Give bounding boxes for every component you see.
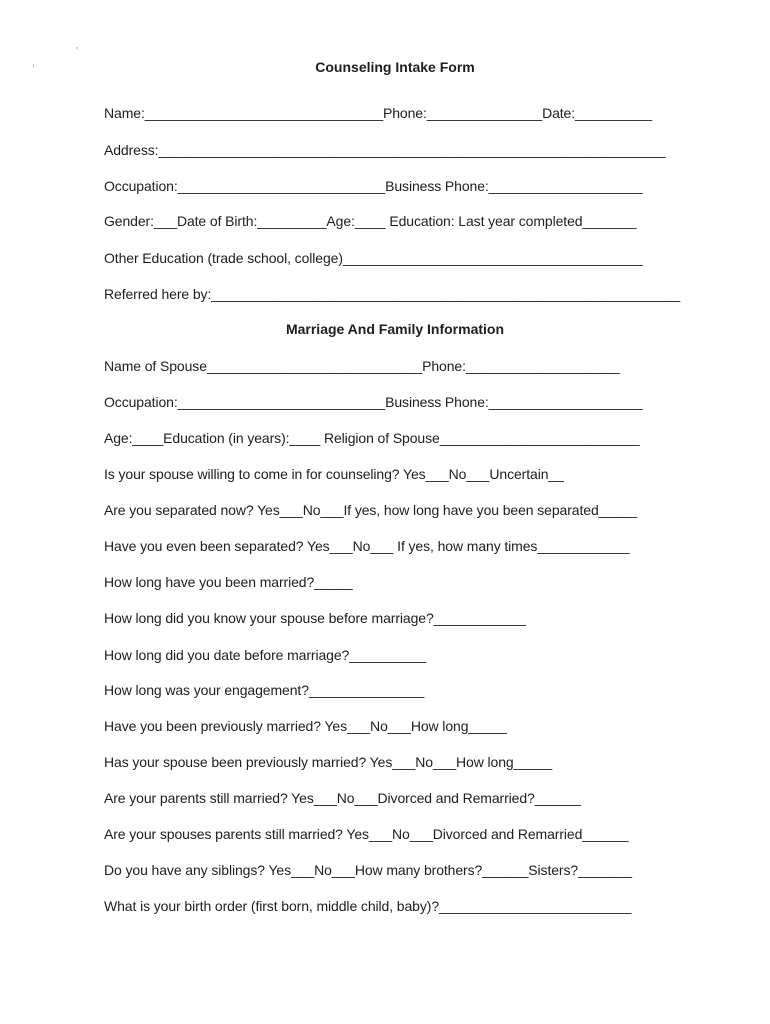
spouse-name-line[interactable]: Name of Spouse____________________________Phone:____________________: [104, 358, 620, 374]
scan-speck: ': [76, 46, 78, 57]
spouse-age-religion-line[interactable]: Age:____Education (in years):____ Religion of Spouse__________________________: [104, 430, 640, 446]
years-married-line[interactable]: How long have you been married?_____: [104, 574, 353, 590]
siblings-line[interactable]: Do you have any siblings? Yes___No___How many brothers?______Sisters?_______: [104, 862, 632, 878]
separated-now-line[interactable]: Are you separated now? Yes___No___If yes, how long have you been separated_____: [104, 502, 638, 518]
name-phone-date-line[interactable]: Name:_______________________________Phone:_______________Date:__________: [104, 105, 652, 121]
ever-separated-line[interactable]: Have you even been separated? Yes___No___ If yes, how many times____________: [104, 538, 630, 554]
previously-married-line[interactable]: Have you been previously married? Yes___No___How long_____: [104, 718, 507, 734]
referred-by-line[interactable]: Referred here by:_____________________________________________________________: [104, 286, 681, 302]
scan-speck: ,: [32, 58, 35, 69]
spouse-previously-married-line[interactable]: Has your spouse been previously married? Yes___No___How long_____: [104, 754, 553, 770]
birth-order-line[interactable]: What is your birth order (first born, middle child, baby)?_________________________: [104, 898, 632, 914]
occupation-line[interactable]: Occupation:___________________________Business Phone:____________________: [104, 178, 643, 194]
spouse-parents-married-line[interactable]: Are your spouses parents still married? Yes___No___Divorced and Remarried______: [104, 826, 629, 842]
parents-married-line[interactable]: Are your parents still married? Yes___No___Divorced and Remarried?______: [104, 790, 581, 806]
engagement-line[interactable]: How long was your engagement?_______________: [104, 682, 425, 698]
gender-dob-age-line[interactable]: Gender:___Date of Birth:_________Age:____ Education: Last year completed_______: [104, 213, 637, 229]
form-title: Counseling Intake Form: [315, 59, 475, 75]
section-title: Marriage And Family Information: [285, 321, 505, 337]
spouse-willing-line[interactable]: Is your spouse willing to come in for counseling? Yes___No___Uncertain__: [104, 466, 564, 482]
spouse-occupation-line[interactable]: Occupation:___________________________Business Phone:____________________: [104, 394, 643, 410]
dated-line[interactable]: How long did you date before marriage?__________: [104, 647, 427, 663]
other-education-line[interactable]: Other Education (trade school, college)_______________________________________: [104, 250, 643, 266]
address-line[interactable]: Address:__________________________________________________________________: [104, 142, 666, 158]
knew-spouse-line[interactable]: How long did you know your spouse before marriage?____________: [104, 610, 526, 626]
